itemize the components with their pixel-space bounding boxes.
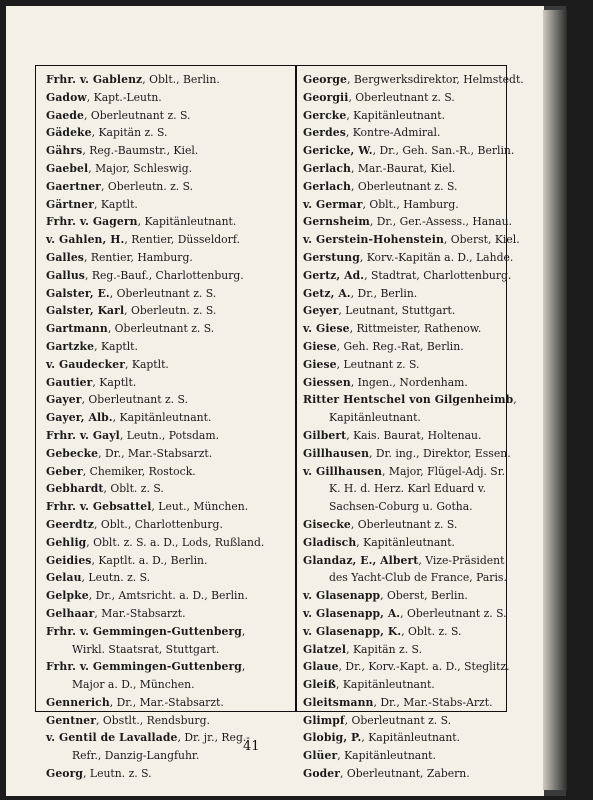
- directory-entry: [46, 658, 291, 676]
- entry-name: Gentner: [46, 713, 97, 727]
- entry-name: Giese: [303, 339, 337, 353]
- entry-detail: , Rittmeister, Rathenow.: [349, 322, 482, 336]
- entry-name: Gerdes: [303, 126, 346, 140]
- entry-detail: , Dr. jr., Reg.-: [177, 731, 250, 745]
- entry-detail: ,: [241, 660, 246, 674]
- entry-detail: , Dr. ing., Direktor, Essen.: [369, 446, 511, 460]
- directory-entry: [303, 765, 503, 783]
- directory-entry: [303, 196, 503, 214]
- entry-detail: Major a. D., München.: [72, 678, 195, 692]
- entry-detail: , Dr., Ger.-Assess., Hanau.: [369, 215, 512, 229]
- directory-entry: [303, 249, 514, 267]
- directory-entry: [46, 231, 291, 249]
- entry-detail: , Dr., Korv.-Kapt. a. D., Steglitz.: [338, 660, 510, 674]
- entry-continuation: [46, 676, 291, 694]
- entry-name: Gaertner: [46, 179, 101, 193]
- directory-entry: [303, 605, 507, 623]
- directory-entry: [303, 178, 503, 196]
- page-number: 41: [243, 739, 260, 754]
- entry-detail: , Major, Flügel-Adj. Sr.: [382, 464, 506, 478]
- entry-detail: , Major, Schleswig.: [88, 161, 193, 175]
- directory-entry: [303, 391, 517, 409]
- entry-name: Gebecke: [46, 446, 99, 460]
- entry-name: Geber: [46, 464, 83, 478]
- left-column: [46, 71, 291, 783]
- entry-detail: , Oberleutnant z. S.: [400, 606, 507, 620]
- directory-entry: [303, 160, 503, 178]
- directory-entry: [46, 463, 291, 481]
- directory-entry: [303, 676, 503, 694]
- entry-detail: , Oberleutnant z. S.: [84, 108, 191, 122]
- directory-entry: [303, 463, 506, 481]
- directory-entry: [303, 427, 503, 445]
- entry-detail: , Kais. Baurat, Holtenau.: [346, 428, 482, 442]
- entry-detail: , Obstlt., Rendsburg.: [96, 713, 210, 727]
- entry-detail: , Dr., Mar.-Stabsarzt.: [109, 695, 224, 709]
- entry-detail: , Oberleutnant z. S.: [81, 393, 188, 407]
- directory-entry: [303, 623, 503, 641]
- entry-name: Gartmann: [46, 322, 108, 336]
- entry-name: v. Gerstein-Hohenstein: [303, 233, 444, 247]
- entry-detail: , Dr., Amtsricht. a. D., Berlin.: [88, 589, 248, 603]
- directory-entry: [303, 694, 503, 712]
- entry-detail: , Oblt., Charlottenburg.: [94, 517, 223, 531]
- entry-detail: , Mar.-Baurat, Kiel.: [351, 161, 456, 175]
- entry-detail: , Kaptlt.: [92, 375, 137, 389]
- entry-detail: Wirkl. Staatsrat, Stuttgart.: [72, 642, 220, 656]
- entry-detail: , Kapitänleutnant.: [336, 678, 435, 692]
- entry-detail: , Leutn., Potsdam.: [119, 428, 220, 442]
- entry-detail: Sachsen-Coburg u. Gotha.: [329, 500, 473, 514]
- directory-entry: [46, 338, 291, 356]
- entry-detail: , Kaptlt. a. D., Berlin.: [91, 553, 208, 567]
- directory-entry: [303, 285, 503, 303]
- entry-detail: , Kapitänleutnant.: [361, 731, 461, 745]
- directory-entry: [46, 89, 291, 107]
- entry-detail: des Yacht-Club de France, Paris.: [329, 571, 507, 585]
- directory-entry: [46, 285, 291, 303]
- directory-entry: [303, 302, 503, 320]
- entry-name: Gayer, Alb.: [46, 411, 113, 425]
- directory-entry: [46, 516, 291, 534]
- entry-name: Gelpke: [46, 589, 89, 603]
- entry-detail: , Vize-Präsident: [418, 553, 505, 567]
- directory-entry: [303, 338, 503, 356]
- directory-entry: [46, 249, 291, 267]
- entry-continuation: [303, 409, 503, 427]
- entry-detail: , Oberleutn. z. S.: [100, 179, 194, 193]
- directory-entry: [46, 623, 291, 641]
- directory-entry: [46, 124, 291, 142]
- entry-detail: , Oblt. z. S. a. D., Lods, Rußland.: [86, 535, 265, 549]
- entry-name: v. Gentil de Lavallade: [46, 731, 178, 745]
- directory-entry: [303, 534, 503, 552]
- entry-detail: , Leut., München.: [151, 500, 249, 514]
- entry-detail: , Dr., Mar.-Stabs-Arzt.: [373, 695, 493, 709]
- entry-detail: , Kontre-Admiral.: [345, 126, 441, 140]
- directory-entry: [303, 356, 503, 374]
- entry-name: Frhr. v. Gayl: [46, 428, 120, 442]
- entry-name: v. Giese: [303, 322, 350, 336]
- directory-entry: [46, 498, 291, 516]
- directory-entry: [303, 71, 524, 89]
- directory-entry: [303, 729, 503, 747]
- directory-entry: [46, 213, 291, 231]
- entry-name: v. Glasenapp: [303, 589, 381, 603]
- entry-detail: , Leutnant z. S.: [336, 357, 420, 371]
- entry-name: Gernsheim: [303, 215, 370, 229]
- directory-entry: [46, 694, 291, 712]
- entry-detail: , Oberst, Kiel.: [443, 233, 520, 247]
- entry-continuation: [303, 498, 503, 516]
- entry-name: Gerlach: [303, 161, 351, 175]
- entry-name: Frhr. v. Gemmingen-Guttenberg: [46, 624, 242, 638]
- entry-detail: , Kapitänleutnant.: [112, 411, 212, 425]
- entry-name: Globig, P.: [303, 731, 362, 745]
- entry-continuation: [303, 569, 507, 587]
- directory-entry: [303, 712, 503, 730]
- entry-detail: , Kapitän z. S.: [91, 126, 168, 140]
- directory-entry: [303, 107, 503, 125]
- directory-entry: [46, 587, 291, 605]
- entry-name: Geidies: [46, 553, 92, 567]
- entry-name: Gadow: [46, 90, 87, 104]
- entry-detail: , Reg.-Bauf., Charlottenburg.: [84, 268, 244, 282]
- entry-name: Gaebel: [46, 161, 89, 175]
- entry-name: Gerstung: [303, 250, 360, 264]
- entry-name: Gercke: [303, 108, 347, 122]
- directory-entry: [303, 658, 510, 676]
- entry-name: Galster, Karl: [46, 304, 125, 318]
- entry-name: v. Gaudecker: [46, 357, 126, 371]
- directory-entry: [46, 302, 291, 320]
- entry-detail: , Oberleutnant, Zabern.: [340, 767, 470, 781]
- entry-detail: , Kapitänleutnant.: [137, 215, 237, 229]
- entry-name: Galster, E.: [46, 286, 110, 300]
- entry-detail: , Geh. Reg.-Rat, Berlin.: [336, 339, 464, 353]
- entry-name: Glimpf: [303, 713, 345, 727]
- directory-entry: [303, 267, 512, 285]
- directory-entry: [46, 374, 291, 392]
- entry-name: Getz, A.: [303, 286, 351, 300]
- entry-detail: , Kapitän z. S.: [346, 642, 422, 656]
- entry-name: Gaede: [46, 108, 85, 122]
- entry-detail: K. H. d. Herz. Karl Eduard v.: [329, 482, 486, 496]
- directory-entry: [46, 605, 291, 623]
- directory-entry: [46, 409, 291, 427]
- directory-entry: [46, 427, 291, 445]
- entry-detail: , Oblt. z. S.: [103, 482, 164, 496]
- entry-detail: , Kaptlt.: [125, 357, 169, 371]
- entry-continuation: [46, 641, 291, 659]
- entry-name: Geyer: [303, 304, 339, 318]
- entry-detail: , Leutn. z. S.: [83, 767, 152, 781]
- directory-entry: [46, 534, 291, 552]
- directory-entry: [303, 213, 512, 231]
- directory-entry: [303, 374, 503, 392]
- right-column: [303, 71, 524, 783]
- entry-name: Gillhausen: [303, 446, 370, 460]
- entry-detail: , Bergwerksdirektor, Helmstedt.: [347, 73, 524, 86]
- entry-detail: , Kapitänleutnant.: [346, 108, 446, 122]
- entry-detail: , Mar.-Stabsarzt.: [94, 606, 186, 620]
- entry-detail: , Leutnant, Stuttgart.: [338, 304, 456, 318]
- entry-name: v. Germar: [303, 197, 363, 211]
- directory-entry: [46, 142, 291, 160]
- entry-name: Gleitsmann: [303, 695, 374, 709]
- entry-name: Gartzke: [46, 339, 95, 353]
- entry-detail: , Oberleutn. z. S.: [124, 304, 217, 318]
- directory-entry: [303, 445, 511, 463]
- entry-name: Gennerich: [46, 695, 110, 709]
- entry-detail: , Oblt. z. S.: [401, 624, 462, 638]
- entry-name: Georg: [46, 767, 84, 781]
- directory-entry: [46, 569, 291, 587]
- directory-entry: [303, 587, 503, 605]
- entry-name: Gelau: [46, 571, 82, 585]
- entry-name: Frhr. v. Gebsattel: [46, 500, 152, 514]
- entry-detail: , Rentier, Düsseldorf.: [124, 233, 240, 247]
- entry-detail: , Oberst, Berlin.: [380, 589, 468, 603]
- entry-name: Gautier: [46, 375, 93, 389]
- directory-entry: [303, 231, 520, 249]
- entry-detail: , Stadtrat, Charlottenburg.: [364, 268, 512, 282]
- directory-entry: [46, 267, 291, 285]
- entry-detail: , Ingen., Nordenham.: [350, 375, 468, 389]
- directory-entry: [46, 196, 291, 214]
- entry-name: Ritter Hentschel von Gilgenheimb: [303, 393, 514, 407]
- entry-name: v. Gillhausen: [303, 464, 383, 478]
- entry-detail: ,: [241, 624, 246, 638]
- directory-entry: [46, 712, 291, 730]
- column-divider: [295, 66, 297, 711]
- entry-name: Gärtner: [46, 197, 94, 211]
- book-spine: [543, 10, 567, 790]
- entry-name: v. Gahlen, H.: [46, 233, 125, 247]
- directory-entry: [303, 320, 503, 338]
- entry-detail: , Dr., Berlin.: [350, 286, 418, 300]
- entry-name: Gerlach: [303, 179, 351, 193]
- directory-entry: [46, 160, 291, 178]
- entry-detail: , Oberleutnant z. S.: [344, 713, 452, 727]
- entry-name: Gilbert: [303, 428, 347, 442]
- entry-name: Gebhardt: [46, 482, 104, 496]
- entry-name: Giese: [303, 357, 337, 371]
- entry-name: v. Glasenapp, A.: [303, 606, 401, 620]
- entry-name: Gelhaar: [46, 606, 95, 620]
- entry-detail: , Kapt.-Leutn.: [86, 90, 162, 104]
- entry-detail: Refr., Danzig-Langfuhr.: [72, 749, 200, 763]
- entry-name: Goder: [303, 767, 341, 781]
- directory-entry: [303, 552, 503, 570]
- entry-detail: , Oberleutnant z. S.: [351, 179, 458, 193]
- directory-entry: [46, 356, 291, 374]
- entry-name: Frhr. v. Gagern: [46, 215, 138, 229]
- entry-name: Gleiß: [303, 678, 336, 692]
- entry-detail: , Dr., Geh. San.-R., Berlin.: [372, 144, 515, 158]
- entry-name: v. Glasenapp, K.: [303, 624, 402, 638]
- directory-entry: [46, 445, 291, 463]
- entry-detail: Kapitänleutnant.: [329, 411, 421, 425]
- entry-name: Gericke, W.: [303, 144, 373, 158]
- entry-name: Glandaz, E., Albert: [303, 553, 419, 567]
- directory-entry: [303, 124, 503, 142]
- entry-detail: ,: [513, 393, 517, 407]
- entry-name: Galles: [46, 250, 84, 264]
- directory-entry: [303, 641, 503, 659]
- entry-continuation: [303, 480, 503, 498]
- directory-entry: [46, 391, 291, 409]
- entry-detail: , Rentier, Hamburg.: [83, 250, 193, 264]
- directory-entry: [46, 178, 291, 196]
- entry-name: Gehlig: [46, 535, 87, 549]
- entry-detail: , Kapitänleutnant.: [337, 749, 436, 763]
- entry-name: Frhr. v. Gablenz: [46, 73, 143, 86]
- entry-detail: , Dr., Mar.-Stabsarzt.: [98, 446, 213, 460]
- entry-name: Gayer: [46, 393, 82, 407]
- directory-entry: [46, 765, 291, 783]
- entry-detail: , Oberleutnant z. S.: [348, 90, 455, 104]
- entry-detail: , Chemiker, Rostock.: [82, 464, 196, 478]
- entry-detail: , Kaptlt.: [94, 197, 138, 211]
- directory-entry: [303, 516, 503, 534]
- entry-name: Gallus: [46, 268, 85, 282]
- entry-detail: , Oblt., Berlin.: [142, 73, 220, 86]
- entry-name: Glaue: [303, 660, 339, 674]
- entry-name: Geerdtz: [46, 517, 95, 531]
- entry-name: Gertz, Ad.: [303, 268, 365, 282]
- entry-name: Frhr. v. Gemmingen-Guttenberg: [46, 660, 242, 674]
- entry-detail: , Korv.-Kapitän a. D., Lahde.: [359, 250, 514, 264]
- directory-entry: [303, 747, 503, 765]
- entry-name: Gädeke: [46, 126, 92, 140]
- directory-entry: [303, 142, 515, 160]
- directory-entry: [46, 107, 291, 125]
- entry-name: George: [303, 73, 347, 86]
- directory-entry: [46, 480, 291, 498]
- entry-name: Glüer: [303, 749, 338, 763]
- entry-detail: , Oberleutnant z. S.: [107, 322, 215, 336]
- entry-name: Gisecke: [303, 517, 351, 531]
- entry-detail: , Kaptlt.: [94, 339, 138, 353]
- entry-detail: , Reg.-Baumstr., Kiel.: [82, 144, 199, 158]
- entry-detail: , Oberleutnant z. S.: [350, 517, 458, 531]
- entry-name: Gährs: [46, 144, 83, 158]
- directory-entry: [303, 89, 503, 107]
- directory-entry: [46, 71, 291, 89]
- entry-detail: , Oblt., Hamburg.: [362, 197, 459, 211]
- entry-name: Georgii: [303, 90, 349, 104]
- entry-detail: , Oberleutnant z. S.: [109, 286, 217, 300]
- directory-entry: [46, 320, 291, 338]
- entry-detail: , Kapitänleutnant.: [356, 535, 455, 549]
- entry-name: Gladisch: [303, 535, 357, 549]
- entry-detail: , Leutn. z. S.: [81, 571, 151, 585]
- directory-entry: [46, 552, 291, 570]
- entry-name: Giessen: [303, 375, 351, 389]
- entry-name: Glatzel: [303, 642, 347, 656]
